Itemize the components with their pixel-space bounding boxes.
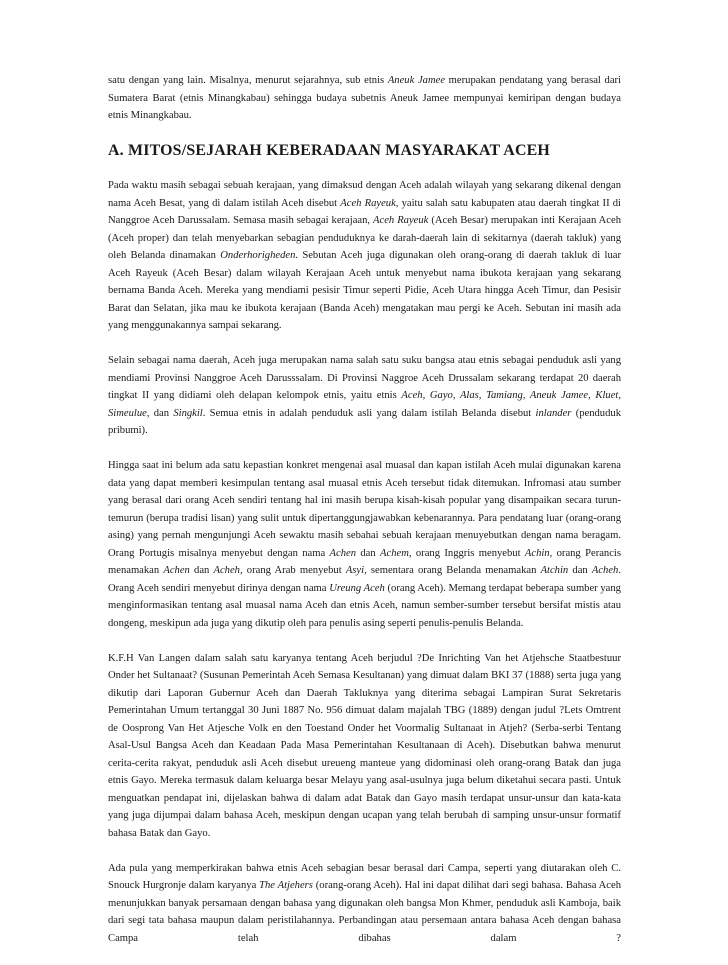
italic-term: Aneuk Jamee — [387, 75, 446, 86]
italic-term: Achen — [163, 565, 190, 576]
italic-term: Singkil — [173, 407, 203, 419]
italic-term: The Atjehers — [259, 880, 313, 891]
text-run: (Aceh Besar) merupakan inti Kerajaan Aceh (Aceh proper) dan telah menyebarkan sebagian penduduknya ke darah-daerah lain di sekitarnya (daerah takluk) yang oleh Belanda dinamakan — [108, 215, 621, 261]
text-run: (penduduk pribumi). — [108, 407, 621, 436]
italic-term: Aceh Rayeuk, — [340, 197, 399, 209]
paragraph-campa — [108, 860, 621, 948]
italic-term: Ureung Aceh — [329, 582, 385, 594]
italic-term: Acheh — [591, 565, 619, 576]
text-run: (orang Aceh). Memang terdapat beberapa sumber yang menginformasikan tentang asal muasal nama Aceh dan etnis Aceh, namun sember-sumber tersebut bersifat mistis atau dongeng, meskipun ada juga yang dikutip oleh para penulis asing seperti penulis-penulis Belanda. — [108, 582, 621, 629]
text-run: orang Arab menyebut — [242, 565, 346, 576]
italic-term: Asyi, — [345, 565, 367, 576]
text-run: merupakan pendatang yang berasal dari Sumatera Barat (etnis Minangkabau) sehingga budaya subetnis Aneuk Jamee mempunyai kemiripan dengan budaya etnis Minangkabau. — [108, 75, 621, 121]
paragraph-aceh-ethnic — [108, 352, 621, 440]
text-run: Pada waktu masih sebagai sebuah kerajaan, yang dimaksud dengan Aceh adalah wilayah yang sekarang dikenal dengan nama Aceh Besat, yang di dalam istilah Aceh disebut — [108, 180, 621, 209]
text-run: (orang-orang Aceh). Hal ini dapat dilihat dari segi bahasa. Bahasa Aceh menunjukkan banyak persamaan dengan bahasa yang digunakan oleh bangsa Mon Khmer, penduduk asli Kamboja, baik dari segi tata bahasa maupun dalam peristilahannya. Perbandingan atau persemaan antara bahasa Aceh dengan bahasa Campa telah dibahas dalam ? — [108, 880, 621, 944]
paragraph-aceh-kingdom — [108, 177, 621, 335]
text-run: dan — [356, 547, 381, 559]
italic-term: Onderhorigheden — [220, 250, 296, 261]
italic-term: Achin, — [524, 547, 553, 559]
italic-term: Atchin — [540, 565, 569, 576]
italic-term: Acheh, — [213, 565, 243, 576]
text-run: Ada pula yang memperkirakan bahwa etnis Aceh sebagian besar berasal dari Campa, seperti yang diutarakan oleh C. Snouck Hurgronje dalam karyanya — [108, 862, 621, 891]
text-run: sementara orang Belanda menamakan — [366, 565, 541, 576]
italic-term: Aceh, Gayo, Alas, Tamiang, Aneuk Jamee, Kluet, Simeulue — [108, 390, 621, 419]
italic-term: Achem — [380, 547, 409, 559]
document-page — [108, 72, 621, 965]
text-run: . Orang Aceh sendiri menyebut dirinya dengan nama — [108, 565, 622, 594]
text-run: dan — [568, 565, 592, 576]
paragraph-intro — [108, 72, 621, 125]
text-run: Hingga saat ini belum ada satu kepastian konkret mengenai asal muasal dan kapan istilah Aceh mulai digunakan karena data yang dapat memberi kesimpulan tentang asal muasal etnis Aceh tersebut tidak ditemukan. Infromasi atau sumber yang berasal dari orang Aceh sendiri tentang hal ini masih berupa kisah-kisah popular yang disampaikan secara turun-temurun (berupa tradisi lisan) yang sulit untuk dipertanggungjawabkan kebenarannya. Para pendatang luar (orang-orang asing) yang pernah mengunjungi Aceh sewaktu masih sebahai sebuah kerajaan menuyebutkan dengan nama beragam. Orang Portugis misalnya menyebut dengan nama — [108, 460, 621, 559]
text-run: K.F.H Van Langen dalam salah satu karyanya tentang Aceh berjudul ?De Inrichting Van het Atjehsche Staatbestuur Onder het Sultanaat? (Susunan Pemerintah Aceh Semasa Kesultanan) yang dimuat dalam BKI 37 (1888) serta juga yang dikutip dari Laporan Gubernur Aceh dan Daerah Takluknya yang diterima sebagai Lampiran Surat Sekretaris Pemerintahan Umum tertanggal 30 Juni 1887 No. 956 dimuat dalam majalah TBG (1889) dengan judul ?Lets Omtrent de Oosprong Van Het Atjesche Volk en den Toestand Onder het Voormalig Sultanaat in Atjeh? (Serba-serbi Tentang Asal-Usul Bangsa Aceh dan Keadaan Pada Masa Pemerintahan Kesultanaan di Aceh). Disebutkan bahwa menurut cerita-cerita rakyat, penduduk asli Aceh disebut ureueng manteue yang didominasi oleh orang-orang Batak dan juga etnis Gayo. Mereka termasuk dalam keluarga besar Melayu yang asal-usulnya juga belum diketahui secara pasti. Untuk menguatkan pendapat ini, dijelaskan bahwa di dalam adat Batak dan Gayo masih terdapat unsur-unsur dan kata-kata yang juga dijumpai dalam bahasa Aceh, meskipun dengan ucapan yang telah berubah di samping unsur-unsur formatif bahasa Batak dan Gayo. — [108, 652, 621, 839]
section-heading: A. MITOS/SEJARAH KEBERADAAN MASYARAKAT ACEH — [108, 142, 550, 159]
paragraph-van-langen — [108, 650, 621, 843]
text-run: , dan — [146, 407, 174, 419]
italic-term: Aceh Rayeuk — [373, 215, 429, 226]
italic-term: inlander — [535, 407, 572, 419]
text-run: , orang Inggris menyebut — [408, 547, 525, 559]
italic-term: Achen — [329, 547, 357, 559]
text-run: . Sebutan Aceh juga digunakan oleh orang-orang di daerah takluk di luar Aceh Rayeuk (Aceh Besar) dalam wilayah Kerajaan Aceh untuk menyebut nama ibukota kerajaan yang sekarang bernama Banda Aceh. Mereka yang mendiami pesisir Timur seperti Pidie, Aceh Utara hingga Aceh Timur, dan Pesisir Barat dan Selatan, jika mau ke ibukota kerajaan (Banda Aceh) mengatakan mau pergi ke Aceh. Sebutan ini masih ada yang menggunakannya sampai sekarang. — [108, 250, 621, 331]
text-run: orang Perancis menamakan — [108, 547, 621, 576]
text-run: satu dengan yang lain. Misalnya, menurut sejarahnya, sub etnis — [108, 75, 388, 86]
text-run: dan — [189, 565, 214, 576]
text-run: Selain sebagai nama daerah, Aceh juga merupakan nama salah satu suku bangsa atau etnis sebagai penduduk asli yang mendiami Provinsi Nanggroe Aceh Darusssalam. Di Provinsi Naggroe Aceh Drussalam sekarang terdapat 20 daerah tingkat II yang didiami oleh delapan kelompok etnis, yaitu etnis — [108, 355, 621, 401]
text-run: . Semua etnis in adalah penduduk asli yang dalam istilah Belanda disebut — [202, 407, 536, 419]
paragraph-origin-uncertain — [108, 457, 621, 632]
text-run: yaitu salah satu kabupaten atau daerah tingkat II di Nanggroe Aceh Darussalam. Semasa masih sebagai kerajaan, — [108, 197, 622, 226]
